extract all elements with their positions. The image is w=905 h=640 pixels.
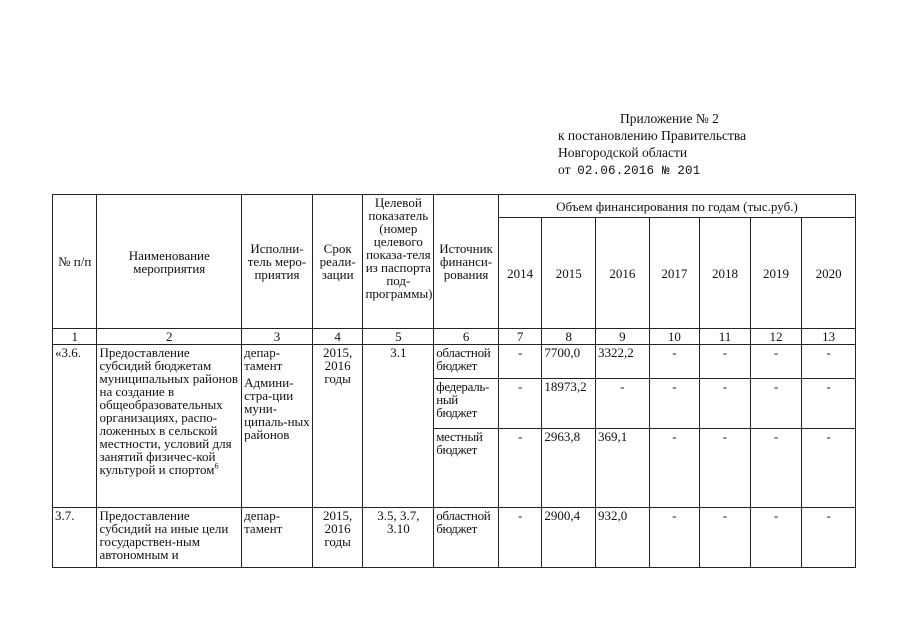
year-2014: 2014 [498,218,541,329]
value-cell: - [700,345,751,379]
year-2020: 2020 [802,218,856,329]
source-name: федераль-ный бюджет [434,379,499,429]
row-name: Предоставление субсидий на иные цели государствен-ным автономным и [97,508,242,568]
row-term: 2015, 2016 годы [312,345,363,508]
value-cell: - [700,429,751,508]
table-row [53,508,856,568]
value-cell: 2900,4 [542,508,596,568]
col-number: 10 [649,329,700,345]
resolution-line: к постановлению Правительства [558,128,747,143]
col-header-executor: Исполни-тель меро-приятия [242,195,313,329]
value-cell: - [649,508,700,568]
row-term: 2015, 2016 годы [312,508,363,568]
year-2015: 2015 [542,218,596,329]
year-2019: 2019 [750,218,802,329]
column-number-row [53,329,856,345]
col-header-funding: Объем финансирования по годам (тыс.руб.) [498,195,855,218]
value-cell: - [750,429,802,508]
source-name: областной бюджет [434,508,499,568]
col-number: 6 [434,329,499,345]
col-header-source: Источник финанси-рования [434,195,499,329]
value-cell: 3322,2 [596,345,650,379]
table-row [53,345,856,379]
value-cell: - [750,345,802,379]
date-prefix: от [558,162,571,177]
value-cell: - [649,379,700,429]
value-cell: - [498,345,541,379]
value-cell: - [700,508,751,568]
source-name: местный бюджет [434,429,499,508]
col-number: 3 [242,329,313,345]
col-number: 5 [363,329,434,345]
document-header [558,110,746,180]
row-target: 3.1 [363,345,434,508]
row-executor: депар-тамент [242,508,313,568]
source-name: областной бюджет [434,345,499,379]
year-2017: 2017 [649,218,700,329]
col-number: 12 [750,329,802,345]
col-number: 7 [498,329,541,345]
row-executor: депар-тамент Админи-стра-ции муни-ципаль-ных районов [242,345,313,508]
value-cell: - [649,345,700,379]
col-header-num: № п/п [53,195,97,329]
col-number: 8 [542,329,596,345]
value-cell: - [596,379,650,429]
col-number: 11 [700,329,751,345]
value-cell: - [700,379,751,429]
value-cell: - [498,379,541,429]
col-header-name: Наименование мероприятия [97,195,242,329]
value-cell: 932,0 [596,508,650,568]
value-cell: - [498,429,541,508]
col-number: 1 [53,329,97,345]
header-row-1 [53,195,856,218]
row-number: «3.6. [53,345,97,508]
row-target: 3.5, 3.7, 3.10 [363,508,434,568]
value-cell: - [802,429,856,508]
col-number: 2 [97,329,242,345]
value-cell: - [750,379,802,429]
value-cell: - [802,508,856,568]
value-cell: - [649,429,700,508]
col-number: 9 [596,329,650,345]
date-value: 02.06.2016 № 201 [577,164,701,178]
appendix-title: Приложение № 2 [620,111,719,126]
value-cell: 18973,2 [542,379,596,429]
value-cell: 2963,8 [542,429,596,508]
year-2018: 2018 [700,218,751,329]
year-2016: 2016 [596,218,650,329]
row-name: Предоставление субсидий бюджетам муниципальных районов на создание в общеобразовательных организациях, распо-ложенных в сельской местности, условий для занятий физичес-кой культурой и спортом$^6$ [97,345,242,508]
value-cell: - [498,508,541,568]
col-number: 4 [312,329,363,345]
value-cell: - [750,508,802,568]
value-cell: - [802,379,856,429]
col-header-term: Срок реали-зации [312,195,363,329]
row-number: 3.7. [53,508,97,568]
col-header-target: Целевой показатель (номер целевого показа-теля из паспорта под-программы) [363,195,434,329]
financing-table [52,194,856,568]
region-line: Новгородской области [558,145,688,160]
footnote-marker: 6 [214,461,219,471]
date-line [558,161,746,180]
col-number: 13 [802,329,856,345]
value-cell: - [802,345,856,379]
value-cell: 7700,0 [542,345,596,379]
value-cell: 369,1 [596,429,650,508]
